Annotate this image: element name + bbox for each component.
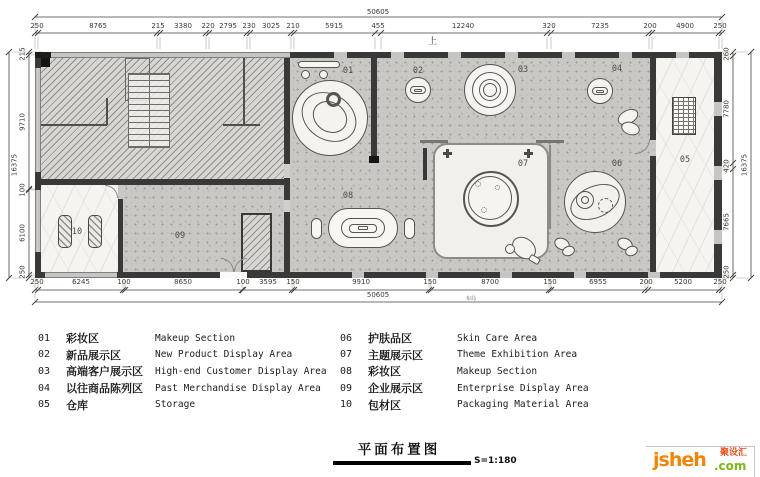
legend-row [340, 380, 640, 397]
dim-label: 7235 [591, 22, 609, 30]
logo-tld-text: .com [714, 459, 747, 473]
area-label-08: 08 [342, 191, 354, 201]
dim-label: 9710 [18, 113, 27, 131]
legend-label-en: High-end Customer Display Area [155, 365, 327, 377]
dim-label: 50605 [366, 291, 390, 299]
wall-segment [35, 272, 45, 278]
legend-label-en: Storage [155, 399, 196, 411]
legend-label-en: Skin Care Area [457, 332, 538, 344]
wall-segment [123, 272, 290, 278]
logo-name-text: jsheh [653, 449, 706, 471]
legend-number: 05 [38, 399, 51, 411]
dim-label: 215 [151, 22, 165, 30]
stool [301, 70, 310, 79]
dim-label: 150 [423, 278, 437, 286]
stool [319, 70, 328, 79]
legend-number: 10 [340, 399, 353, 411]
legend-number: 09 [340, 382, 353, 394]
legend-row [38, 347, 338, 364]
legend-label-en: Past Merchandise Display Area [155, 382, 321, 394]
jsheh-logo[interactable] [648, 447, 754, 475]
legend-label-en: Makeup Section [155, 332, 236, 344]
wall-segment [290, 52, 722, 58]
hatch-wall-line [106, 98, 108, 125]
wall-segment [650, 58, 656, 140]
area-label-02: 02 [412, 66, 424, 76]
legend-label-zh: 以往商品陈列区 [66, 382, 143, 396]
dim-label: 8700 [481, 278, 499, 286]
sculpture-figure [503, 234, 543, 268]
dim-label: 6955 [589, 278, 607, 286]
legend-label-en: New Product Display Area [155, 349, 293, 361]
legend-number: 07 [340, 349, 353, 361]
window-wall [35, 272, 123, 278]
hatch-wall-line [41, 124, 107, 126]
dim-label: 100 [117, 278, 131, 286]
legend-number: 02 [38, 349, 51, 361]
dim-label: 455 [371, 22, 385, 30]
area-label-03: 03 [517, 65, 529, 75]
legend-number: 01 [38, 332, 51, 344]
wall-segment [118, 199, 123, 272]
dim-label: 8765 [89, 22, 107, 30]
storage-shelf [58, 215, 72, 248]
area-label-07: 07 [517, 159, 529, 169]
dim-label: 12240 [451, 22, 475, 30]
dim-label: 220 [201, 22, 215, 30]
dim-label: 250 [18, 265, 27, 279]
legend-number: 08 [340, 365, 353, 377]
island-display-08 [328, 208, 398, 248]
entrance-opening [220, 272, 247, 278]
wall-segment [35, 252, 41, 272]
dim-label: 250 [30, 22, 44, 30]
storage-rack [672, 97, 696, 135]
dim-label: 100 [236, 278, 250, 286]
dim-label: 230 [242, 22, 256, 30]
door-opening [284, 200, 290, 212]
dim-label: 5915 [325, 22, 343, 30]
corner-ornament-icon [443, 149, 452, 158]
legend-number: 04 [38, 382, 51, 394]
dim-label: 200 [639, 278, 653, 286]
drawing-title: 平面布置图 [357, 442, 441, 458]
legend-number: 03 [38, 365, 51, 377]
legend-label-zh: 护肤品区 [368, 332, 412, 346]
dim-label: 3380 [174, 22, 192, 30]
dim-label: 50605 [366, 8, 390, 16]
dim-label: 16375 [740, 153, 749, 177]
legend-row [38, 363, 338, 380]
legend-label-zh: 新品展示区 [66, 348, 121, 362]
dim-label: 3595 [259, 278, 277, 286]
wall-segment [35, 179, 290, 185]
legend-label-zh: 彩妆区 [368, 365, 401, 379]
dim-label: 250 [713, 278, 727, 286]
area-label-01: 01 [342, 66, 354, 76]
legend-label-en: Enterprise Display Area [457, 382, 589, 394]
corner-ornament-icon [524, 149, 533, 158]
legend-row [340, 363, 640, 380]
dim-label: 250 [30, 278, 44, 286]
dim-label: 250 [722, 265, 731, 279]
display-counter [298, 61, 340, 68]
legend-number: 06 [340, 332, 353, 344]
wall-segment [549, 145, 551, 229]
dim-label: 150 [543, 278, 557, 286]
stone-seats [552, 238, 582, 262]
column-block [41, 58, 50, 67]
door-opening [284, 164, 290, 178]
wall-cap [369, 156, 379, 163]
stool [311, 218, 322, 239]
legend-column-left [38, 330, 338, 413]
dim-label: 320 [542, 22, 556, 30]
dim-label: 6245 [72, 278, 90, 286]
legend-row [340, 396, 640, 413]
legend-label-zh: 包材区 [368, 398, 401, 412]
round-display-02 [405, 77, 431, 103]
dim-label: 4900 [676, 22, 694, 30]
round-display-03 [464, 64, 516, 116]
staircase [128, 73, 170, 148]
dim-label: 210 [286, 22, 300, 30]
dim-label: 250 [713, 22, 727, 30]
floor-plan [35, 52, 722, 278]
area-label-04: 04 [611, 64, 623, 74]
dim-label: 9910 [352, 278, 370, 286]
area-label-05: 05 [679, 155, 691, 165]
dim-label: 6100 [18, 224, 27, 242]
logo-cn-text: 聚设汇 [720, 448, 748, 458]
ottoman-pair [611, 110, 647, 140]
dim-label: 200 [643, 22, 657, 30]
dim-label: 100 [18, 183, 27, 197]
stool [404, 218, 415, 239]
legend-row [340, 330, 640, 347]
wall-segment [650, 156, 656, 272]
wall-segment [714, 52, 722, 278]
wall-segment [290, 272, 722, 278]
round-table-07 [463, 171, 519, 227]
dim-label: 16375 [10, 153, 19, 177]
storage-shelf [88, 215, 102, 248]
hatch-wall-line [223, 124, 260, 126]
up-direction-label: 上 [428, 37, 438, 47]
round-display-01 [292, 80, 368, 156]
legend-label-en: Theme Exhibition Area [457, 349, 578, 361]
drawing-scale: S=1:180 [474, 456, 517, 466]
round-display-04 [587, 78, 613, 104]
stone-seats [615, 238, 645, 262]
dim-label: 8650 [174, 278, 192, 286]
legend-label-zh: 主题展示区 [368, 348, 423, 362]
dim-label: 215 [18, 47, 27, 61]
room-05-floor [656, 58, 714, 272]
dim-label: 7780 [722, 100, 731, 118]
legend-label-en: Packaging Material Area [457, 399, 589, 411]
legend-column-right [340, 330, 640, 413]
hatch-wall-line [243, 58, 245, 125]
wall-segment [536, 140, 564, 143]
dim-label: 420 [722, 159, 731, 173]
dim-label: 2795 [219, 22, 237, 30]
frame-line [754, 446, 755, 477]
window-wall [35, 58, 41, 272]
legend-label-zh: 仓库 [66, 398, 88, 412]
legend-row [38, 330, 338, 347]
dim-label: 150 [286, 278, 300, 286]
wall-segment [371, 58, 377, 162]
legend-label-zh: 企业展示区 [368, 382, 423, 396]
legend-label-zh: 彩妆区 [66, 332, 99, 346]
legend-label-zh: 高端客户展示区 [66, 365, 143, 379]
dim-label: 5200 [674, 278, 692, 286]
legend-label-en: Makeup Section [457, 365, 538, 377]
dim-footnote: 布局 [466, 296, 477, 302]
area-label-09: 09 [174, 231, 186, 241]
legend-row [38, 396, 338, 413]
title-underline [333, 461, 471, 465]
legend-row [340, 347, 640, 364]
area-label-06: 06 [611, 159, 623, 169]
dim-label: 7665 [722, 213, 731, 231]
round-display-06 [564, 171, 626, 233]
wall-segment [423, 148, 427, 180]
area-label-10: 10 [71, 227, 83, 237]
dim-label: 260 [722, 47, 731, 61]
legend-row [38, 380, 338, 397]
wall-segment [35, 172, 41, 190]
wall-segment [35, 58, 41, 68]
dim-label: 3025 [262, 22, 280, 30]
window-wall [35, 52, 290, 58]
